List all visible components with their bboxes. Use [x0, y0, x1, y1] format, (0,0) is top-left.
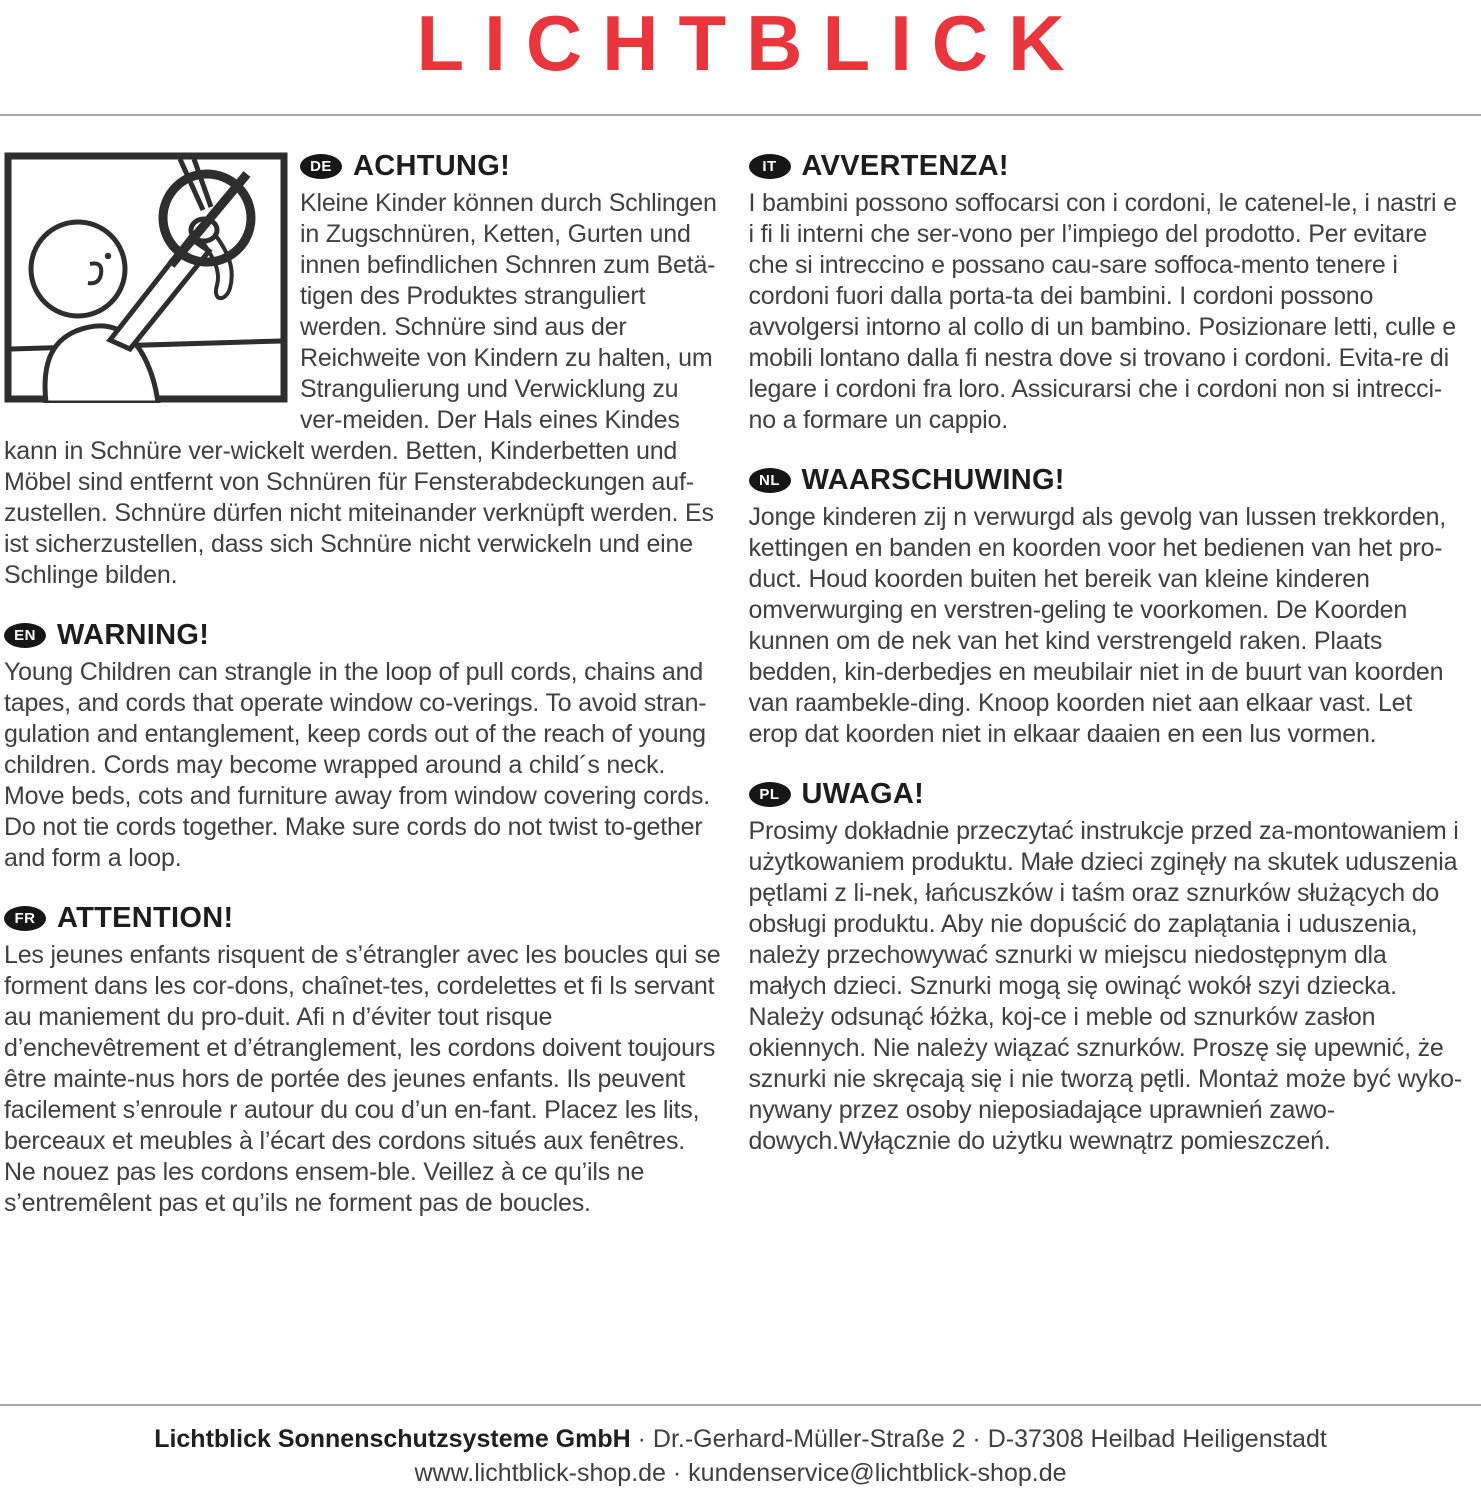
header [0, 0, 1481, 114]
section-body-en: Young Children can strangle in the loop of pull cords, chains and tapes, and cords that operate window co-verings. To avoid stran-gulation and entanglement, keep cords out of the reach of young children. Cords may become wrapped around a child´s neck. Move beds, cots and furniture away from window covering cords. Do not tie cords together. Make sure cords do not twist to-gether and form a loop. [4, 658, 710, 872]
section-heading-en [4, 619, 723, 652]
language-badge-pl: PL [749, 782, 791, 807]
section-it [749, 150, 1468, 436]
section-title-pl: UWAGA! [801, 778, 925, 810]
right-column [749, 150, 1468, 1404]
section-title-fr: ATTENTION! [57, 902, 234, 934]
section-fr [4, 902, 723, 1219]
section-body-it: I bambini possono soffocarsi con i cordoni, le catenel-le, i nastri e i fi li interni che ser-vono per l’impiego del prodotto. Per evitare che si intreccino e possano cau-sare soffoca-mento tenere i cordoni fuori dalla porta-ta dei bambini. I cordoni possono avvolgersi intorno al collo di un bambino. Posizionare letti, culle e mobili lontano dalla fi nestra dove si trovano i cordoni. Evita-re di legare i cordoni fra loro. Assicurarsi che i cordoni non si intrecci- no a formare un cappio. [748, 189, 1457, 434]
language-badge-fr: FR [4, 906, 46, 931]
section-heading-it [749, 150, 1468, 183]
section-title-en: WARNING! [57, 619, 210, 651]
footer [0, 1404, 1481, 1500]
language-badge-nl: NL [749, 468, 791, 493]
section-de [4, 150, 723, 591]
language-badge-it: IT [749, 154, 791, 179]
child-pulling-cord-illustration [4, 152, 288, 403]
section-body-de: Kleine Kinder können durch Schlingen in Zugschnüren, Ketten, Gurten und innen befindlichen Schnren zum Betä-tigen des Produktes stranguliert werden. Schnüre sind aus der Reichweite von Kindern zu halten, um Strangulierung und Verwicklung zu ver-meiden. Der Hals eines Kindes kann in Schnüre ver-wickelt werden. Betten, Kinderbetten und Möbel sind entfernt von Schnüren für Fensterabdeckungen auf-zustellen. Schnüre dürfen nicht miteinander verknüpft werden. Es ist sicherzustellen, dass sich Schnüre nicht verwickeln und eine Schlinge bilden. [4, 189, 717, 589]
section-nl [749, 464, 1468, 750]
footer-address-line [10, 1422, 1471, 1456]
footer-contact-line: www.lichtblick-shop.de · kundenservice@lichtblick-shop.de [414, 1459, 1067, 1487]
section-heading-de [300, 150, 723, 183]
section-heading-fr [4, 902, 723, 935]
section-title-de: ACHTUNG! [353, 150, 511, 182]
language-badge-en: EN [4, 623, 46, 648]
footer-address: · Dr.-Gerhard-Müller-Straße 2 · D-37308 Heilbad Heiligenstadt [630, 1425, 1327, 1453]
section-body-nl: Jonge kinderen zij n verwurgd als gevolg van lussen trekkorden, kettingen en banden en koorden voor het bedienen van het pro-duct. Houd koorden buiten het bereik van kleine kinderen omverwurging en verstren-geling te voorkomen. De Koorden kunnen om de nek van het kind verstrengeld raken. Plaats bedden, kin-derbedjes en meubilair niet in de buurt van koorden van raambekle-ding. Knoop koorden niet aan elkaar vast. Let erop dat koorden niet in elkaar daaien en een lus vormen. [748, 503, 1447, 748]
language-badge-de: DE [300, 154, 342, 179]
section-body-fr: Les jeunes enfants risquent de s’étrangler avec les boucles qui se forment dans les cor-dons, chaînet-tes, cordelettes et fi ls servant au maniement du pro-duit. Afi n d’éviter tout risque d’enchevêtrement et d’étranglement, les cordons doivent toujours être mainte-nus hors de portée des jeunes enfants. Ils peuvent facilement s’enroule r autour du cou d’un en-fant. Placez les lits, berceaux et meubles à l’écart des cordons situés aux fenêtres. Ne nouez pas les cordons ensem-ble. Veillez à ce qu’ils ne s’entremêlent pas et qu’ils ne forment pas de boucles. [4, 941, 721, 1217]
section-title-it: AVVERTENZA! [801, 150, 1009, 182]
content [0, 116, 1481, 1404]
section-body-pl: Prosimy dokładnie przeczytać instrukcje przed za-montowaniem i użytkowaniem produktu. Małe dzieci zginęły na skutek uduszenia pętlami z li-nek, łańcuszków i taśm oraz sznurków służących do obsługi produktu. Aby nie dopuścić do zaplątania i uduszenia, należy przechowywać sznurki w miejscu niedostępnym dla małych dzieci. Sznurki mogą się owinąć wokół szyi dziecka. Należy odsunąć łóżka, koj-ce i meble od sznurków zasłon okiennych. Nie należy wiązać sznurków. Proszę się upewnić, że sznurki nie skręcają się i nie tworzą pętli. Montaż może być wyko-nywany przez osoby nieposiadające uprawnień zawo-dowych.Wyłącznie do użytku wewnątrz pomieszczeń. [748, 817, 1462, 1155]
section-title-nl: WAARSCHUWING! [801, 464, 1065, 496]
section-en [4, 619, 723, 874]
left-column [4, 150, 723, 1404]
lichtblick-logo: LICHTBLICK [416, 0, 1085, 87]
section-pl [749, 778, 1468, 1157]
section-heading-pl [749, 778, 1468, 811]
section-heading-nl [749, 464, 1468, 497]
footer-company-name: Lichtblick Sonnenschutzsysteme GmbH [154, 1425, 631, 1453]
